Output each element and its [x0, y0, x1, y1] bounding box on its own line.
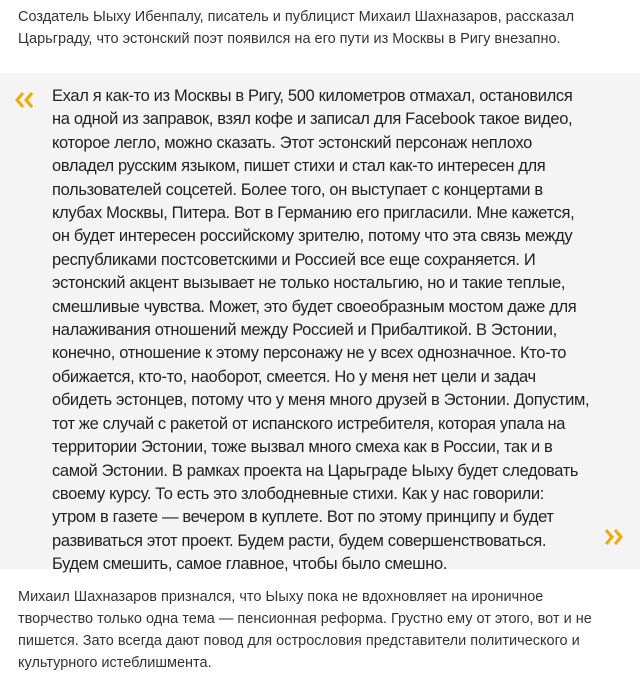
- double-chevron-right-icon: [602, 528, 624, 546]
- quote-text: Ехал я как-то из Москвы в Ригу, 500 километров отмахал, остановился на одной из заправок, взял кофе и записал для Facebook такое видео, которое легло, можно сказать. Этот эстонский персонаж неплохо овладел русским языком, пишет стихи и стал как-то интересен для пользователей соцсетей. Более того, он выступает с концертами в клубах Москвы, Питера. Вот в Германию его пригласили. Мне кажется, он будет интересен российскому зрителю, потому что эта связь между республиками постсоветскими и Россией все еще сохраняется. И эстонский акцент вызывает не только ностальгию, но и такие теплые, смешливые чувства. Может, это будет своеобразным мостом даже для налаживания отношений между Россией и Прибалтикой. В Эстонии, конечно, отношение к этому персонажу не у всех однозначное. Кто-то обижается, кто-то, наоборот, смеется. Но у меня нет цели и задач обидеть эстонцев, потому что у меня много друзей в Эстонии. Допустим, тот же случай с ракетой от испанского истребителя, которая упала на территории Эстонии, тоже вызвал много смеха как в России, так и в самой Эстонии. В рамках проекта на Царьграде Ыыху будет следовать своему курсу. То есть это злободневные стихи. Как у нас говорили: утром в газете — вечером в куплете. Вот по этому принципу и будет развиваться этот проект. Будем расти, будем совершенствоваться. Будем смешить, самое главное, чтобы было смешно.: [52, 87, 590, 574]
- double-chevron-left-icon: [14, 91, 36, 109]
- intro-paragraph: Создатель Ыыху Ибенпалу, писатель и публицист Михаил Шахназаров, рассказал Царьграду, что эстонский поэт появился на его пути из Москвы в Ригу внезапно.: [18, 9, 575, 47]
- closing-paragraph: Михаил Шахназаров признался, что Ыыху пока не вдохновляет на ироничное творчество только одна тема — пенсионная реформа. Грустно ему от этого, вот и не пишется. Зато всегда дают повод для острословия представители политического и культурного истеблишмента.: [18, 589, 592, 671]
- blockquote: [0, 73, 640, 574]
